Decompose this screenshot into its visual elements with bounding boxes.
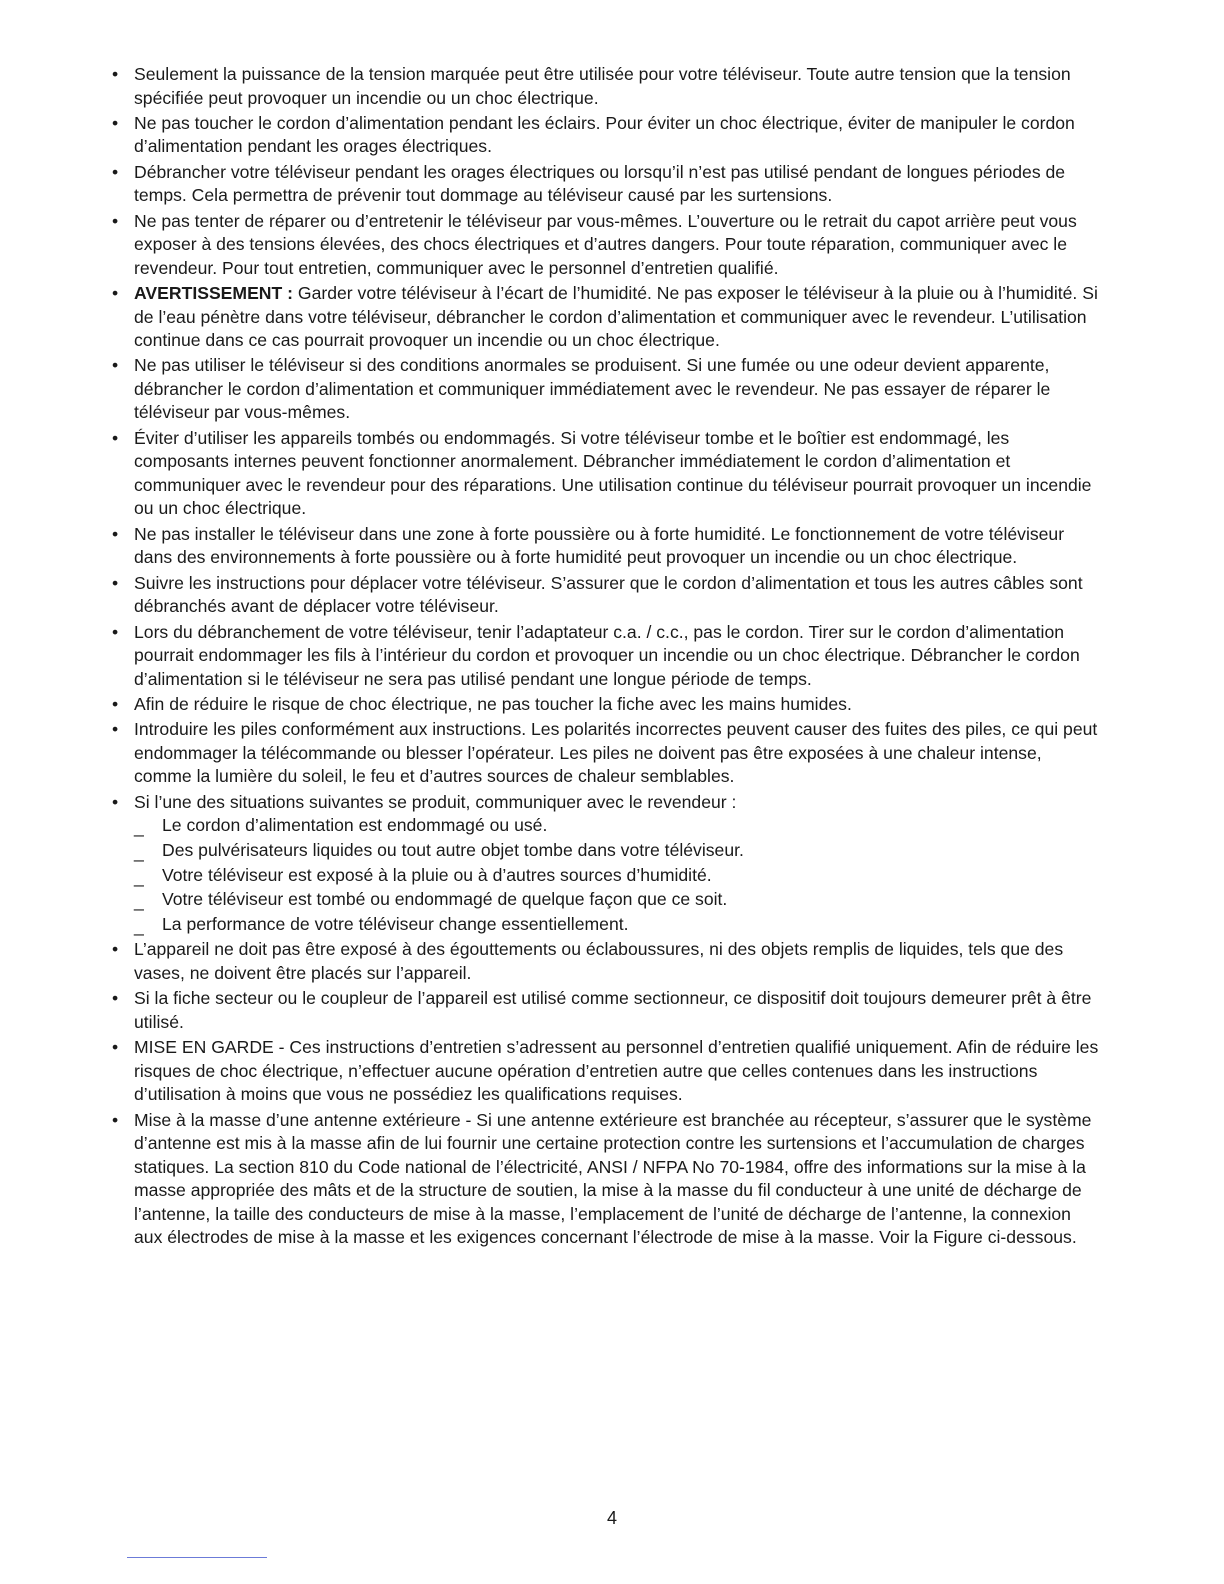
list-item bbox=[112, 1109, 1102, 1250]
bullet-icon: • bbox=[112, 427, 119, 448]
item-text: Si l’une des situations suivantes se produit, communiquer avec le revendeur : bbox=[134, 791, 737, 812]
sub-item-text: Le cordon d’alimentation est endommagé ou usé. bbox=[162, 815, 548, 836]
sub-item-text: Des pulvérisateurs liquides ou tout autre objet tombe dans votre téléviseur. bbox=[162, 839, 744, 860]
list-item bbox=[112, 282, 1102, 353]
list-item bbox=[112, 1036, 1102, 1107]
item-text: Introduire les piles conformément aux instructions. Les polarités incorrectes peuvent causer des fuites des piles, ce qui peut endommager la télécommande ou blesser l’opérateur. Les piles ne doivent pas être exposées à une chaleur intense, comme la lumière du soleil, le feu et d’autres sources de chaleur semblables. bbox=[134, 719, 1098, 787]
item-text: Éviter d’utiliser les appareils tombés ou endommagés. Si votre téléviseur tombe et le boîtier est endommagé, les composants internes peuvent fonctionner anormalement. Débrancher immédiatement le cordon d’alimentation et communiquer avec le revendeur pour des réparations. Une utilisation continue du téléviseur pourrait provoquer un incendie ou un choc électrique. bbox=[134, 427, 1092, 519]
list-item bbox=[112, 621, 1102, 692]
bullet-icon: • bbox=[112, 939, 119, 960]
sub-list-item bbox=[134, 913, 1102, 937]
item-text: Mise à la masse d’une antenne extérieure - Si une antenne extérieure est branchée au récepteur, s’assurer que le système d’antenne est mis à la masse afin de lui fournir une certaine protection contre les surtensions et l’accumulation de charges statiques. La section 810 du Code national de l’électricité, ANSI / NFPA No 70-1984, offre des informations sur la mise à la masse appropriée des mâts et de la structure de soutien, la mise à la masse du fil conducteur à une unité de décharge de l’antenne, la taille des conducteurs de mise à la masse, l’emplacement de l’unité de décharge de l’antenne, la connexion aux électrodes de mise à la masse et les exigences concernant l’électrode de mise à la masse. Voir la Figure ci-dessous. bbox=[134, 1109, 1092, 1247]
bullet-icon: • bbox=[112, 1109, 119, 1130]
dealer-conditions-list bbox=[134, 814, 1102, 936]
item-text: Ne pas utiliser le téléviseur si des conditions anormales se produisent. Si une fumée ou une odeur devient apparente, débrancher le cordon d’alimentation et communiquer immédiatement avec le revendeur. Ne pas essayer de réparer le téléviseur par vous-mêmes. bbox=[134, 355, 1051, 423]
list-item bbox=[112, 427, 1102, 521]
sub-list-item bbox=[134, 814, 1102, 838]
bullet-icon: • bbox=[112, 719, 119, 740]
bullet-icon: • bbox=[112, 112, 119, 133]
bullet-icon: • bbox=[112, 1037, 119, 1058]
item-text: L’appareil ne doit pas être exposé à des égouttements ou éclaboussures, ni des objets remplis de liquides, tels que des vases, ne doivent être placés sur l’appareil. bbox=[134, 939, 1064, 983]
list-item bbox=[112, 718, 1102, 789]
item-text: Garder votre téléviseur à l’écart de l’humidité. Ne pas exposer le téléviseur à la pluie ou à l’humidité. Si de l’eau pénètre dans votre téléviseur, débrancher le cordon d’alimentation et communiquer avec le revendeur. L’utilisation continue dans ce cas pourrait provoquer un incendie ou un choc électrique. bbox=[134, 283, 1098, 351]
item-text: Débrancher votre téléviseur pendant les orages électriques ou lorsqu’il n’est pas utilisé pendant de longues périodes de temps. Cela permettra de prévenir tout dommage au téléviseur causé par les surtensions. bbox=[134, 161, 1066, 206]
bullet-icon: • bbox=[112, 355, 119, 376]
bullet-icon: • bbox=[112, 621, 119, 642]
footer-rule bbox=[127, 1557, 267, 1558]
bullet-icon: • bbox=[112, 791, 119, 812]
list-item bbox=[112, 354, 1102, 425]
sub-list-item bbox=[134, 839, 1102, 863]
item-text: Lors du débranchement de votre téléviseur, tenir l’adaptateur c.a. / c.c., pas le cordon. Tirer sur le cordon d’alimentation pourrait endommager les fils à l’intérieur du cordon et provoquer un incendie ou un choc électrique. Débrancher le cordon d’alimentation si le téléviseur ne sera pas utilisé pendant une longue période de temps. bbox=[134, 621, 1080, 689]
bullet-icon: • bbox=[112, 693, 119, 714]
item-text: Ne pas tenter de réparer ou d’entretenir le téléviseur par vous-mêmes. L’ouverture ou le retrait du capot arrière peut vous exposer à des tensions élevées, des chocs électriques et d’autres dangers. Pour toute réparation, communiquer avec le revendeur. Pour tout entretien, communiquer avec le personnel d’entretien qualifié. bbox=[134, 210, 1077, 278]
bullet-icon: • bbox=[112, 210, 119, 231]
list-item bbox=[112, 161, 1102, 208]
item-text: Afin de réduire le risque de choc électrique, ne pas toucher la fiche avec les mains humides. bbox=[134, 693, 852, 714]
item-text: Suivre les instructions pour déplacer votre téléviseur. S’assurer que le cordon d’alimentation et tous les autres câbles sont débranchés avant de déplacer votre téléviseur. bbox=[134, 572, 1083, 617]
list-item bbox=[112, 693, 1102, 717]
sub-item-text: Votre téléviseur est tombé ou endommagé de quelque façon que ce soit. bbox=[162, 889, 728, 910]
list-item bbox=[112, 210, 1102, 281]
item-text: Seulement la puissance de la tension marquée peut être utilisée pour votre téléviseur. Toute autre tension que la tension spécifiée peut provoquer un incendie ou un choc électrique. bbox=[134, 64, 1071, 108]
list-item bbox=[112, 572, 1102, 619]
bullet-icon: • bbox=[112, 572, 119, 593]
dash-icon: _ bbox=[134, 915, 144, 936]
sub-item-text: La performance de votre téléviseur change essentiellement. bbox=[162, 913, 629, 934]
dash-icon: _ bbox=[134, 841, 144, 862]
item-text: Si la fiche secteur ou le coupleur de l’appareil est utilisé comme sectionneur, ce dispositif doit toujours demeurer prêt à être utilisé. bbox=[134, 988, 1092, 1032]
sub-list-item bbox=[134, 864, 1102, 888]
bullet-icon: • bbox=[112, 161, 119, 182]
dash-icon: _ bbox=[134, 866, 144, 887]
bullet-icon: • bbox=[112, 988, 119, 1009]
sub-list-item bbox=[134, 888, 1102, 912]
dash-icon: _ bbox=[134, 891, 144, 912]
list-item bbox=[112, 63, 1102, 110]
bullet-icon: • bbox=[112, 64, 119, 84]
list-item bbox=[112, 112, 1102, 159]
warning-label: AVERTISSEMENT : bbox=[134, 283, 294, 304]
list-item bbox=[112, 938, 1102, 985]
item-text: Ne pas toucher le cordon d’alimentation pendant les éclairs. Pour éviter un choc électrique, éviter de manipuler le cordon d’alimentation pendant les orages électriques. bbox=[134, 112, 1075, 157]
document-page bbox=[112, 63, 1102, 1251]
page-number: 4 bbox=[606, 1508, 617, 1528]
bullet-icon: • bbox=[112, 523, 119, 544]
list-item bbox=[112, 987, 1102, 1034]
sub-item-text: Votre téléviseur est exposé à la pluie ou à d’autres sources d’humidité. bbox=[162, 864, 712, 885]
safety-instructions-list bbox=[112, 63, 1102, 1250]
item-text: Ne pas installer le téléviseur dans une zone à forte poussière ou à forte humidité. Le fonctionnement de votre téléviseur dans des environnements à forte poussière ou à forte humidité peut provoquer un incendie ou un choc électrique. bbox=[134, 523, 1065, 568]
list-item bbox=[112, 523, 1102, 570]
list-item bbox=[112, 791, 1102, 937]
item-text: MISE EN GARDE - Ces instructions d’entretien s’adressent au personnel d’entretien qualifié uniquement. Afin de réduire les risques de choc électrique, n’effectuer aucune opération d’entretien autre que celles contenues dans les instructions d’utilisation à moins que vous ne possédiez les qualifications requises. bbox=[134, 1037, 1099, 1105]
dash-icon: _ bbox=[134, 817, 144, 838]
bullet-icon: • bbox=[112, 283, 119, 304]
